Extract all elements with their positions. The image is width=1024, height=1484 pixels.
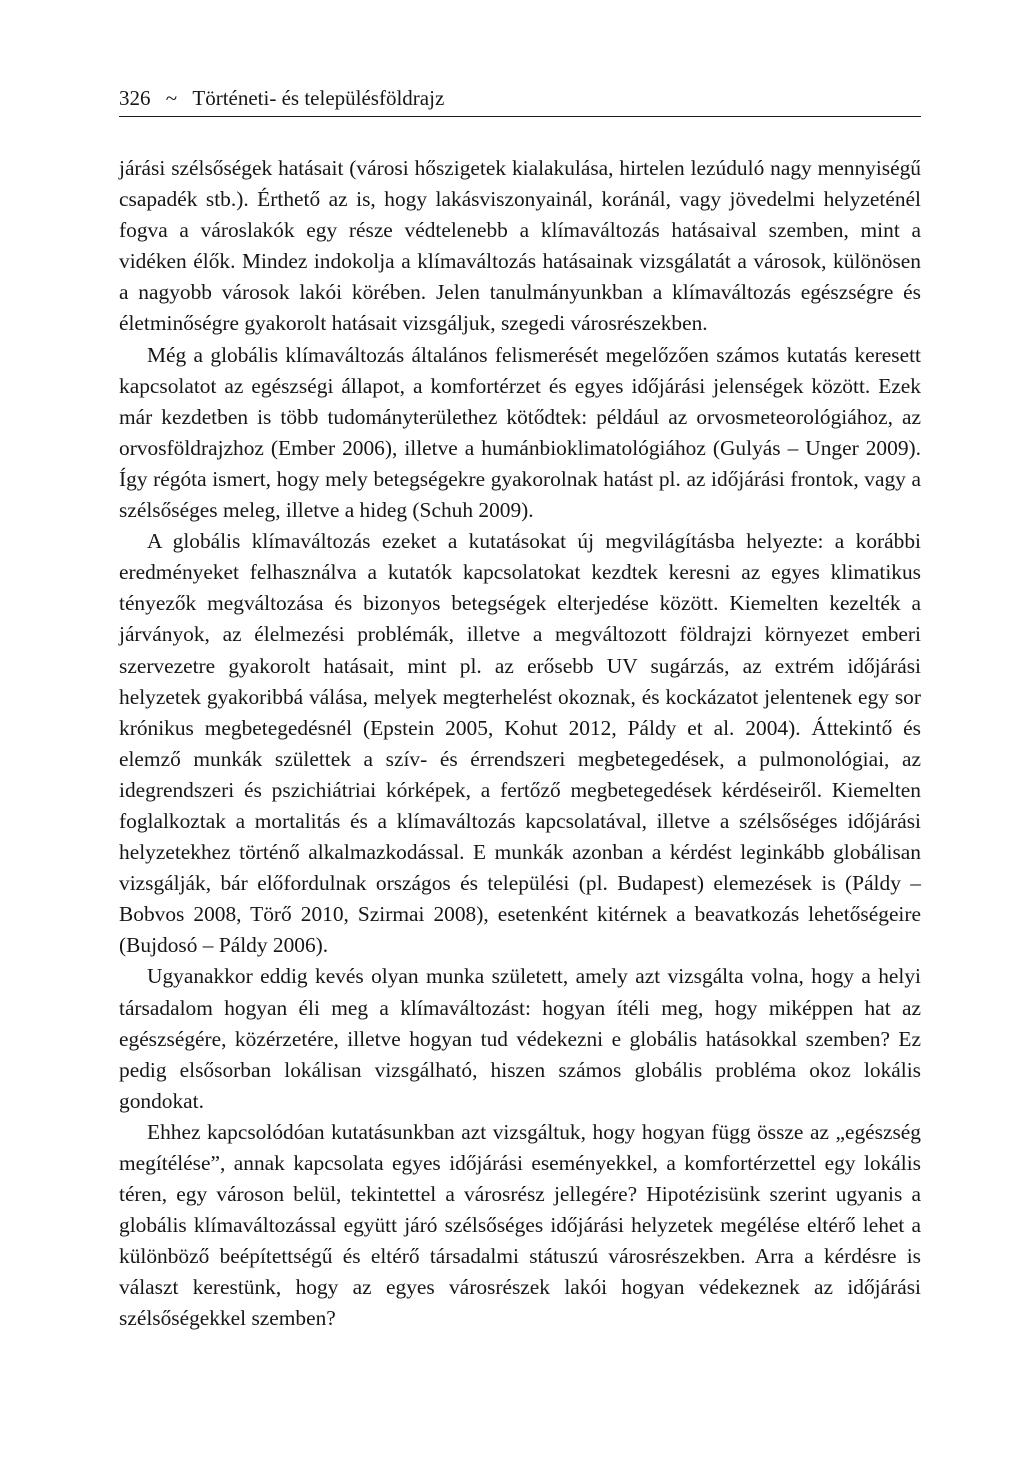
header-rule [119, 116, 921, 117]
paragraph-5: Ehhez kapcsolódóan kutatásunkban azt vizsgáltuk, hogy hogyan függ össze az „egészség megítélése”, annak kapcsolata egyes időjárási eseményekkel, a komfortérzettel egy lokális téren, egy városon belül, tekintettel a városrész jellegére? Hipotézisünk szerint ugyanis a globális klímaváltozással együtt járó szélsőséges időjárási helyzetek megélése eltérő lehet a különböző beépítettségű és eltérő társadalmi státuszú városrészekben. Arra a kérdésre is választ kerestünk, hogy az egyes városrészek lakói hogyan védekeznek az időjárási szélsőségekkel szemben? [119, 1119, 921, 1331]
page-number: 326 [119, 86, 151, 110]
paragraph-2: Még a globális klímaváltozás általános felismerését megelőzően számos kutatás keresett kapcsolatot az egészségi állapot, a komfortérzet és egyes időjárási jelenségek között. Ezek már kezdetben is több tudományterülethez kötődtek: például az orvosmeteorológiához, az orvosföldrajzhoz (Ember 2006), illetve a humánbioklimatológiához (Gulyás – Unger 2009). Így régóta ismert, hogy mely betegségekre gyakorolnak hatást pl. az időjárási frontok, vagy a szélsőséges meleg, illetve a hideg (Schuh 2009). [119, 342, 921, 523]
header-separator: ~ [165, 86, 178, 110]
paragraph-4: Ugyanakkor eddig kevés olyan munka született, amely azt vizsgálta volna, hogy a helyi társadalom hogyan éli meg a klímaváltozást: hogyan ítéli meg, hogy miképpen hat az egészségére, közérzetére, illetve hogyan tud védekezni e globális hatásokkal szemben? Ez pedig elsősorban lokálisan vizsgálható, hiszen számos globális probléma okoz lokális gondokat. [119, 964, 921, 1113]
body-text [119, 153, 921, 1335]
header-title: Történeti- és településföldrajz [192, 86, 445, 110]
running-header [119, 86, 921, 120]
paragraph-3: A globális klímaváltozás ezeket a kutatásokat új megvilágításba helyezte: a korábbi eredményeket felhasználva a kutatók kapcsolatokat kezdtek keresni az egyes klimatikus tényezők megváltozása és bizonyos betegségek elterjedése között. Kiemelten kezelték a járványok, az élelmezési problémák, illetve a megváltozott földrajzi környezet emberi szervezetre gyakorolt hatásait, mint pl. az erősebb UV sugárzás, az extrém időjárási helyzetek gyakoribbá válása, melyek megterhelést okoznak, és kockázatot jelentenek egy sor krónikus megbetegedésnél (Epstein 2005, Kohut 2012, Páldy et al. 2004). Áttekintő és elemző munkák születtek a szív- és érrendszeri megbetegedések, a pulmonológiai, az idegrendszeri és pszichiátriai kórképek, a fertőző megbetegedések kérdéseiről. Kiemelten foglalkoztak a mortalitás és a klímaváltozás kapcsolatával, illetve a szélsőséges időjárási helyzetekhez történő alkalmazkodással. E munkák azonban a kérdést leginkább globálisan vizsgálják, bár előfordulnak országos és települési (pl. Budapest) elemezések is (Páldy – Bobvos 2008, Törő 2010, Szirmai 2008), esetenként kitérnek a beavatkozás lehetőségeire (Bujdosó – Páldy 2006). [119, 529, 921, 958]
paragraph-1: járási szélsőségek hatásait (városi hőszigetek kialakulása, hirtelen lezúduló nagy mennyiségű csapadék stb.). Érthető az is, hogy lakásviszonyainál, koránál, vagy jövedelmi helyzeténél fogva a városlakók egy része védtelenebb a klímaváltozás hatásaival szemben, mint a vidéken élők. Mindez indokolja a klímaváltozás hatásainak vizsgálatát a városok, különösen a nagyobb városok lakói körében. Jelen tanulmányunkban a klímaváltozás egészségre és életminőségre gyakorolt hatásait vizsgáljuk, szegedi városrészekben. [119, 156, 921, 336]
